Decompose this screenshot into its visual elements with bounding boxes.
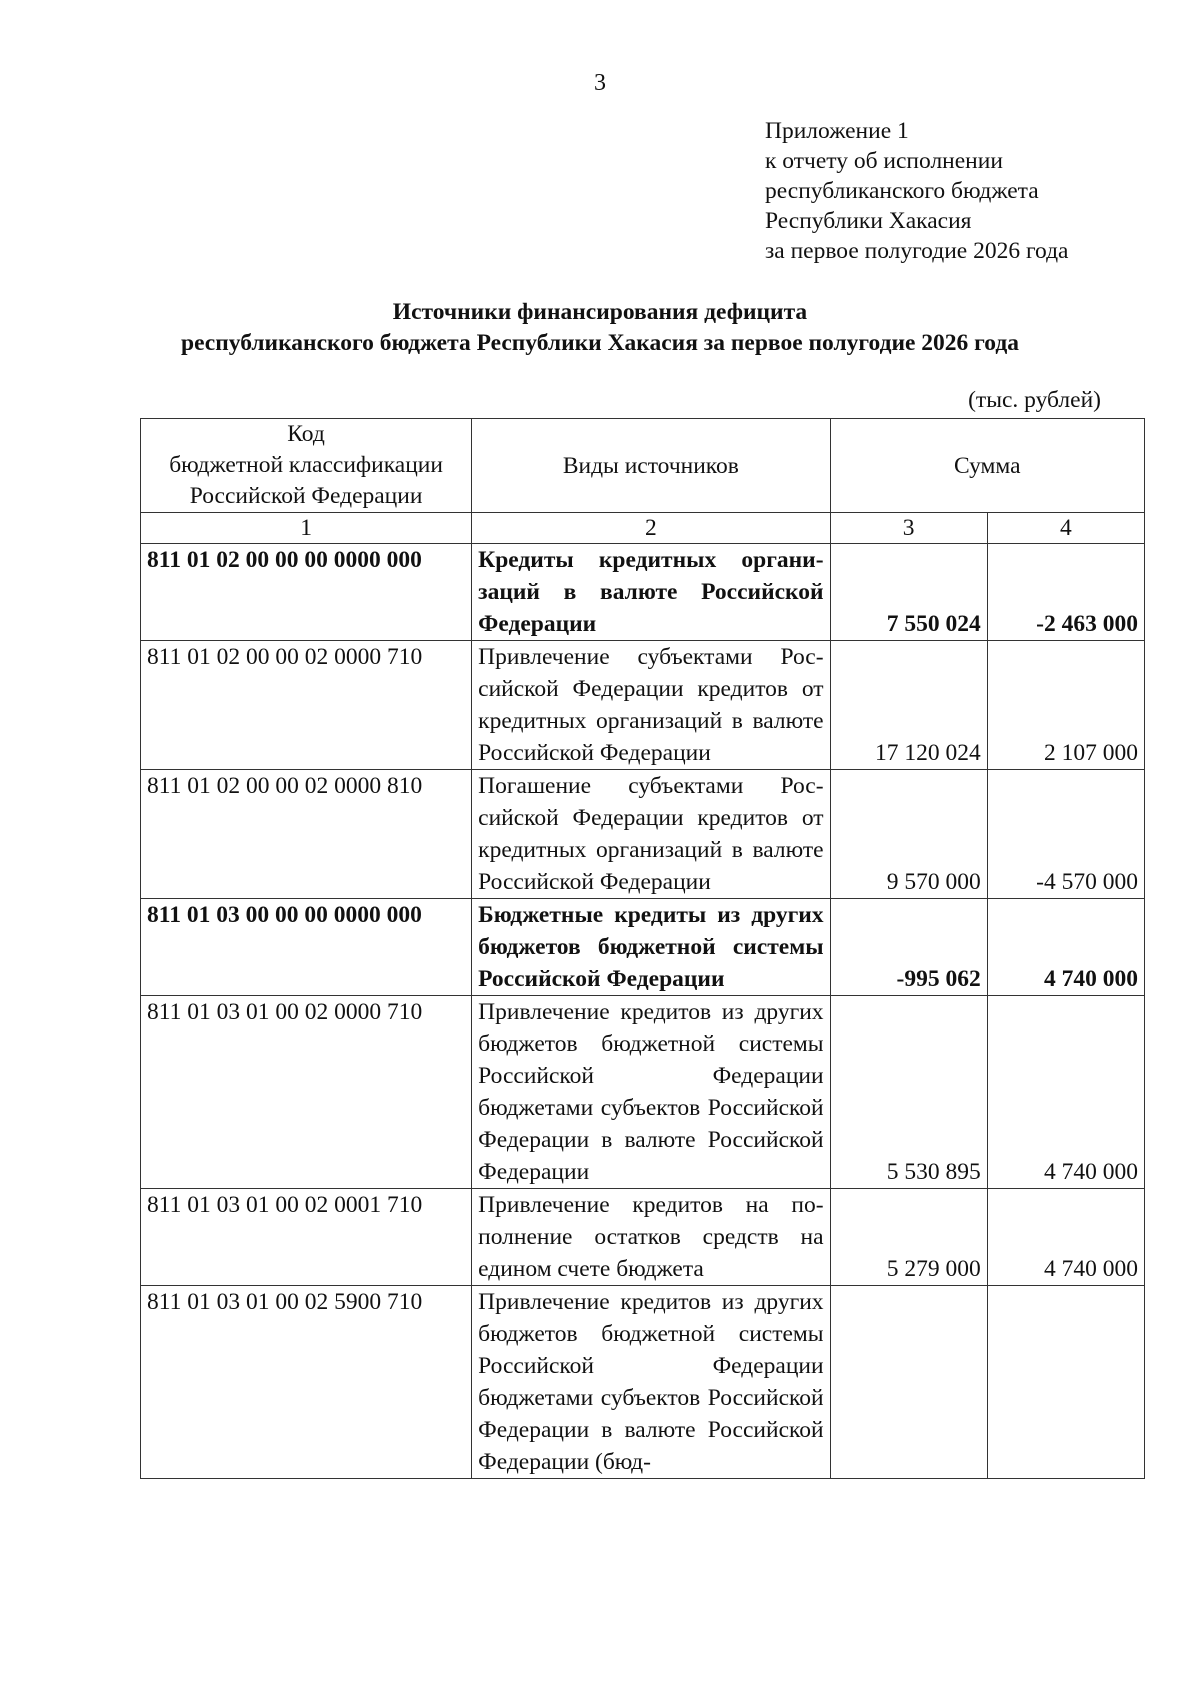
row-description: Привлечение кредитов на пополнение остатков средств на едином счете бюджета bbox=[472, 1189, 830, 1286]
table-header-row bbox=[141, 419, 1145, 513]
header-code-line: бюджетной классификации bbox=[169, 452, 443, 478]
table-row bbox=[141, 996, 1145, 1189]
appendix-line: республиканского бюджета bbox=[765, 178, 1039, 204]
row-value-col3: 5 530 895 bbox=[830, 996, 987, 1189]
row-value-col4: 4 740 000 bbox=[987, 899, 1144, 996]
row-value-col4: 4 740 000 bbox=[987, 1189, 1144, 1286]
row-description: Кредиты кредитных организаций в валюте Российской Федерации bbox=[472, 544, 830, 641]
row-code: 811 01 03 01 00 02 0001 710 bbox=[141, 1189, 472, 1286]
table-row bbox=[141, 1189, 1145, 1286]
financing-sources-table bbox=[140, 418, 1145, 1479]
row-value-col3: -995 062 bbox=[830, 899, 987, 996]
column-number: 3 bbox=[830, 513, 987, 544]
row-value-col3: 7 550 024 bbox=[830, 544, 987, 641]
page-number: 3 bbox=[594, 70, 606, 96]
row-value-col4: 4 740 000 bbox=[987, 996, 1144, 1189]
units-label: (тыс. рублей) bbox=[968, 387, 1101, 413]
row-description: Погашение субъектами Российской Федерации кредитов от кредитных организаций в валюте Российской Федерации bbox=[472, 770, 830, 899]
row-value-col3: 17 120 024 bbox=[830, 641, 987, 770]
table-row bbox=[141, 899, 1145, 996]
appendix-note bbox=[765, 116, 1068, 266]
row-value-col3: 9 570 000 bbox=[830, 770, 987, 899]
document-title bbox=[40, 297, 1160, 359]
appendix-line: за первое полугодие 2026 года bbox=[765, 238, 1069, 264]
row-value-col3 bbox=[830, 1286, 987, 1479]
row-code: 811 01 03 00 00 00 0000 000 bbox=[141, 899, 472, 996]
column-number: 2 bbox=[472, 513, 830, 544]
title-line: Источники финансирования дефицита bbox=[392, 299, 808, 325]
row-code: 811 01 02 00 00 02 0000 710 bbox=[141, 641, 472, 770]
row-value-col4: 2 107 000 bbox=[987, 641, 1144, 770]
title-line: республиканского бюджета Республики Хакасия за первое полугодие 2026 года bbox=[181, 330, 1019, 356]
header-sum: Сумма bbox=[830, 419, 1144, 513]
column-number: 1 bbox=[141, 513, 472, 544]
header-source-type: Виды источников bbox=[472, 419, 830, 513]
appendix-line: Республики Хакасия bbox=[765, 208, 972, 234]
row-value-col4: -4 570 000 bbox=[987, 770, 1144, 899]
table-row bbox=[141, 1286, 1145, 1479]
row-value-col3: 5 279 000 bbox=[830, 1189, 987, 1286]
appendix-line: к отчету об исполнении bbox=[765, 148, 1003, 174]
column-number: 4 bbox=[987, 513, 1144, 544]
table-row bbox=[141, 544, 1145, 641]
row-description: Бюджетные кредиты из других бюджетов бюджетной системы Российской Федерации bbox=[472, 899, 830, 996]
column-numbers-row bbox=[141, 513, 1145, 544]
row-description: Привлечение субъектами Российской Федерации кредитов от кредитных организаций в валюте Российской Федерации bbox=[472, 641, 830, 770]
appendix-line: Приложение 1 bbox=[765, 118, 909, 144]
header-code-line: Российской Федерации bbox=[189, 483, 423, 509]
row-code: 811 01 03 01 00 02 5900 710 bbox=[141, 1286, 472, 1479]
table-row bbox=[141, 641, 1145, 770]
row-value-col4: -2 463 000 bbox=[987, 544, 1144, 641]
row-code: 811 01 02 00 00 02 0000 810 bbox=[141, 770, 472, 899]
row-code: 811 01 02 00 00 00 0000 000 bbox=[141, 544, 472, 641]
header-code bbox=[141, 419, 472, 513]
row-description: Привлечение кредитов из других бюджетов бюджетной системы Российской Федерации бюджетами субъектов Российской Федерации в валюте Российской Федерации (бюд- bbox=[472, 1286, 830, 1479]
row-code: 811 01 03 01 00 02 0000 710 bbox=[141, 996, 472, 1189]
row-description: Привлечение кредитов из других бюджетов бюджетной системы Российской Федерации бюджетами субъектов Российской Федерации в валюте Российской Федерации bbox=[472, 996, 830, 1189]
header-code-line: Код bbox=[287, 421, 325, 447]
table-row bbox=[141, 770, 1145, 899]
row-value-col4 bbox=[987, 1286, 1144, 1479]
